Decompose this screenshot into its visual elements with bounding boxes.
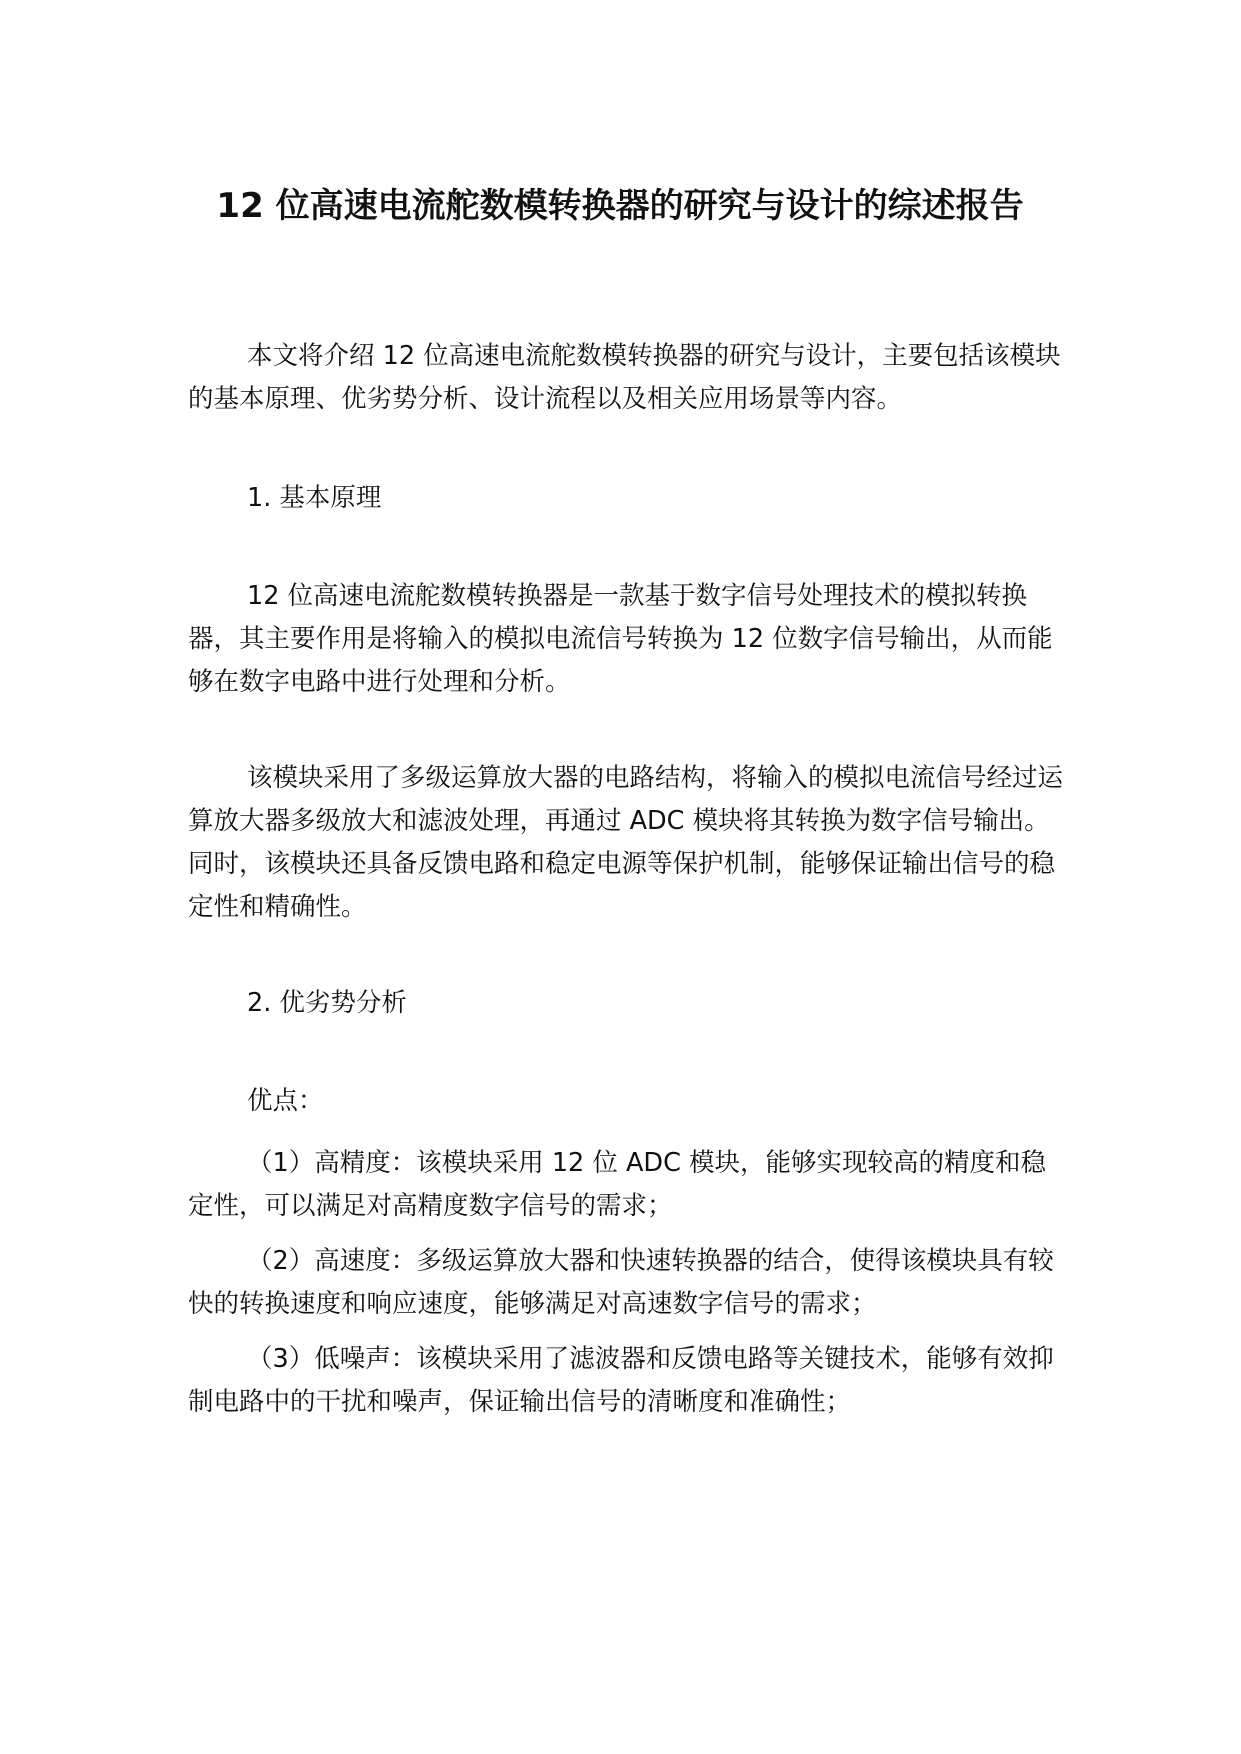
advantage-item-speed: （2）高速度：多级运算放大器和快速转换器的结合，使得该模块具有较快的转换速度和响应速度，能够满足对高速数字信号的需求；: [188, 1246, 1054, 1319]
principle-paragraph-2: 该模块采用了多级运算放大器的电路结构，将输入的模拟电流信号经过运算放大器多级放大和滤波处理，再通过 ADC 模块将其转换为数字信号输出。同时，该模块还具备反馈电路和稳定电源等保护机制，能够保证输出信号的稳定性和精确性。: [188, 763, 1064, 922]
principle-paragraph-1: 12 位高速电流舵数模转换器是一款基于数字信号处理技术的模拟转换器，其主要作用是将输入的模拟电流信号转换为 12 位数字信号输出，从而能够在数字电路中进行处理和分析。: [188, 581, 1053, 697]
advantage-item-noise: （3）低噪声：该模块采用了滤波器和反馈电路等关键技术，能够有效抑制电路中的干扰和噪声，保证输出信号的清晰度和准确性；: [188, 1344, 1054, 1417]
document-title: 12 位高速电流舵数模转换器的研究与设计的综述报告: [216, 186, 1024, 226]
section-heading-basic-principle: 1. 基本原理: [247, 483, 382, 513]
section-heading-analysis: 2. 优劣势分析: [247, 988, 407, 1018]
intro-paragraph: 本文将介绍 12 位高速电流舵数模转换器的研究与设计，主要包括该模块的基本原理、优劣势分析、设计流程以及相关应用场景等内容。: [188, 341, 1061, 414]
advantages-label: 优点：: [247, 1086, 324, 1116]
advantage-item-precision: （1）高精度：该模块采用 12 位 ADC 模块，能够实现较高的精度和稳定性，可以满足对高精度数字信号的需求；: [188, 1148, 1046, 1221]
